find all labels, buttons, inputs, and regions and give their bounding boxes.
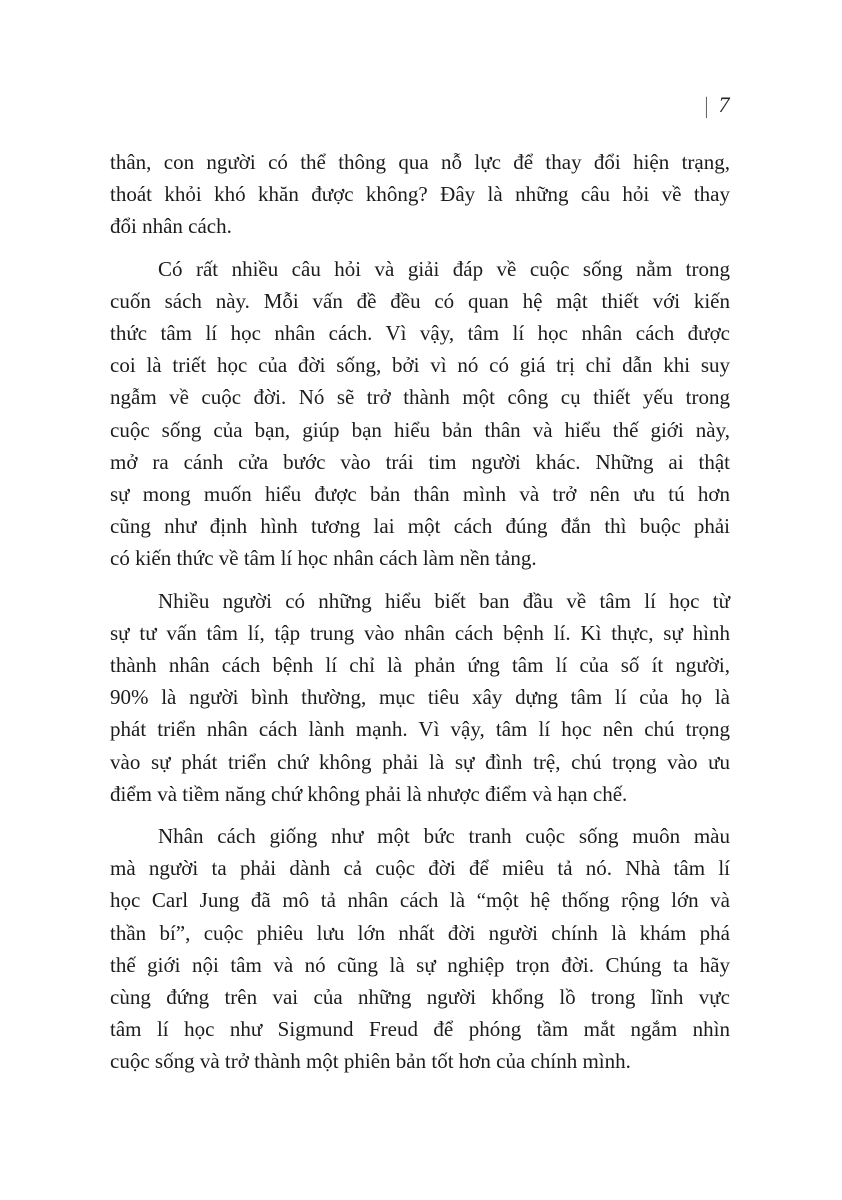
text-line: Có rất nhiều câu hỏi và giải đáp về cuộc sống nằm trong (158, 256, 730, 281)
text-line: có kiến thức về tâm lí học nhân cách làm nền tảng. (110, 546, 537, 571)
text-line: thức tâm lí học nhân cách. Vì vậy, tâm lí học nhân cách được (110, 321, 730, 346)
text-line: thành nhân cách bệnh lí chỉ là phản ứng tâm lí của số ít người, (110, 653, 730, 678)
text-line: Nhiều người có những hiểu biết ban đầu về tâm lí học từ (158, 588, 730, 613)
page-number: 7 (718, 92, 730, 117)
text-line: đổi nhân cách. (110, 214, 232, 239)
text-line: tâm lí học như Sigmund Freud để phóng tầm mắt ngắm nhìn (110, 1017, 730, 1042)
text-line: ngẫm về cuộc đời. Nó sẽ trở thành một công cụ thiết yếu trong (110, 385, 730, 410)
text-line: cùng đứng trên vai của những người khổng lồ trong lĩnh vực (110, 985, 730, 1010)
text-line: học Carl Jung đã mô tả nhân cách là “một hệ thống rộng lớn và (110, 888, 730, 913)
text-line: vào sự phát triển chứ không phải là sự đình trệ, chú trọng vào ưu (110, 749, 730, 774)
text-line: điểm và tiềm năng chứ không phải là nhược điểm và hạn chế. (110, 781, 628, 806)
text-line: sự mong muốn hiểu được bản thân mình và trở nên ưu tú hơn (110, 482, 730, 507)
text-line: thế giới nội tâm và nó cũng là sự nghiệp trọn đời. Chúng ta hãy (110, 952, 730, 977)
text-line: 90% là người bình thường, mục tiêu xây dựng tâm lí của họ là (110, 685, 730, 710)
text-line: thần bí”, cuộc phiêu lưu lớn nhất đời người chính là khám phá (110, 920, 730, 945)
text-line: mở ra cánh cửa bước vào trái tim người khác. Những ai thật (110, 449, 730, 474)
text-line: cuốn sách này. Mỗi vấn đề đều có quan hệ mật thiết với kiến (110, 288, 730, 313)
text-line: cuộc sống của bạn, giúp bạn hiểu bản thân và hiểu thế giới này, (110, 417, 730, 442)
text-line: coi là triết học của đời sống, bởi vì nó có giá trị chỉ dẫn khi suy (110, 353, 730, 378)
text-line: Nhân cách giống như một bức tranh cuộc sống muôn màu (158, 824, 730, 849)
text-line: cũng như định hình tương lai một cách đúng đắn thì buộc phải (110, 514, 730, 539)
body-text (110, 146, 730, 1078)
text-line: mà người ta phải dành cả cuộc đời để miêu tả nó. Nhà tâm lí (110, 856, 730, 881)
text-line: sự tư vấn tâm lí, tập trung vào nhân cách bệnh lí. Kì thực, sự hình (110, 620, 730, 645)
paragraph (110, 820, 730, 1078)
text-line: thoát khỏi khó khăn được không? Đây là những câu hỏi về thay (110, 182, 730, 207)
paragraph (110, 585, 730, 810)
text-line: thân, con người có thể thông qua nỗ lực để thay đổi hiện trạng, (110, 150, 730, 174)
paragraph (110, 146, 730, 243)
paragraph (110, 253, 730, 575)
text-line: cuộc sống và trở thành một phiên bản tốt hơn của chính mình. (110, 1049, 631, 1074)
page-header (704, 92, 730, 119)
page-number-separator: | (704, 93, 708, 118)
text-line: phát triển nhân cách lành mạnh. Vì vậy, tâm lí học nên chú trọng (110, 717, 730, 742)
